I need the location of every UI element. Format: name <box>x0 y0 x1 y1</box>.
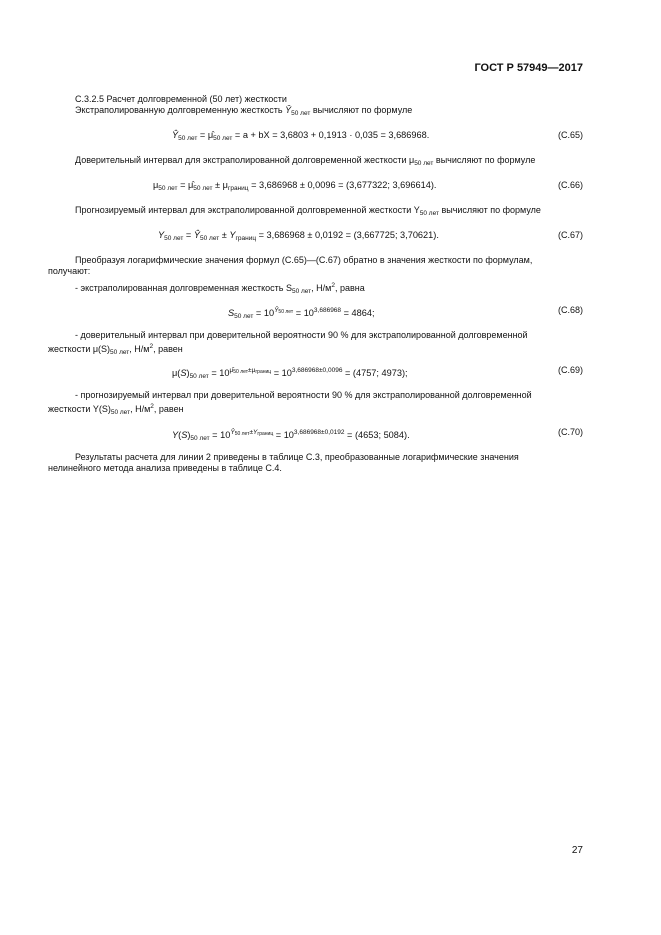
formula-c67: $Y_{50 лет}$ = $Ŷ_{50 лет} \pm Y_{границ} = 3,686968 \pm 0,0192 = (3,667725$; 3,70621). <box>158 230 439 242</box>
formula-number-c67: (С.67) <box>557 230 583 240</box>
formula-number-c69: (С.69) <box>557 365 583 375</box>
formula-number-c68: (С.68) <box>557 305 583 315</box>
formula-c66: $\mu_{50 лет}$ = $\mû_{50 лет} \pm \mu_{границ} = 3,686968 \pm 0,0096 = (3,677322$; 3,696614). <box>153 180 437 192</box>
formula-number-c70: (С.70) <box>557 427 583 437</box>
intro-paragraph: Экстраполированную долговременную жесткость $Ŷ_{50 лет}$ вычисляют по формуле <box>75 105 413 117</box>
transform-paragraph: Преобразуя логарифмические значения формул (С.65)—(С.67) обратно в значения жесткости по формулам, получают: <box>48 255 533 276</box>
formula-number-c65: (С.65) <box>557 130 583 140</box>
formula-c68: $S_{50 лет} = 10^{Ŷ50 лет} = 10^{3,686968} = 4864$; <box>228 307 375 320</box>
results-paragraph: Результаты расчета для линии 2 приведены в таблице С.3, преобразованные логарифмические значения нелинейного метода анализа приведены в таблице С.4. <box>48 452 519 473</box>
formula-c69: $\mu(S)_{50 лет} = 10^{\mû50 лет\pm\mu границ} = 10^{3,686968\pm 0,0096} = (4757$; 4973); <box>172 367 408 380</box>
prediction-paragraph: Прогнозируемый интервал для экстраполированной долговременной жесткости $Y_{50 лет}$ вычисляют по формуле <box>75 205 541 217</box>
document-header: ГОСТ Р 57949—2017 <box>474 62 583 74</box>
list-item-1: - экстраполированная долговременная жесткость $S_{50 лет}$, $Н/м^2$, равна <box>75 282 365 295</box>
confidence-paragraph: Доверительный интервал для экстраполированной долговременной жесткости $\mu_{50 лет}$ вычисляют по формуле <box>75 155 536 167</box>
formula-number-c66: (С.66) <box>557 180 583 190</box>
formula-c70: $Y(S)_{50 лет} = 10^{Ŷ50 лет\pm Yграниц} = 10^{3,686968\pm 0,0192} = (4653$; 5084). <box>172 429 410 442</box>
list-item-3: - прогнозируемый интервал при доверительной вероятности 90 % для экстраполированной долговременной жесткости $Y(S)_{50 лет}$, $Н/м^2$, равен <box>48 390 532 416</box>
list-item-2: - доверительный интервал при доверительной вероятности 90 % для экстраполированной долговременной жесткости $\mu(S)_{50 лет}$, $Н/м^2$, равен <box>48 330 528 356</box>
formula-c65: $Ŷ_{50 лет}$ = $\mû_{50 лет} = a$ + bX = 3,6803 + 0,1913 · 0,035 = 3,686968. <box>172 130 430 142</box>
page-number: 27 <box>571 845 583 856</box>
section-title: С.3.2.5 Расчет долговременной (50 лет) жесткости <box>75 94 287 104</box>
